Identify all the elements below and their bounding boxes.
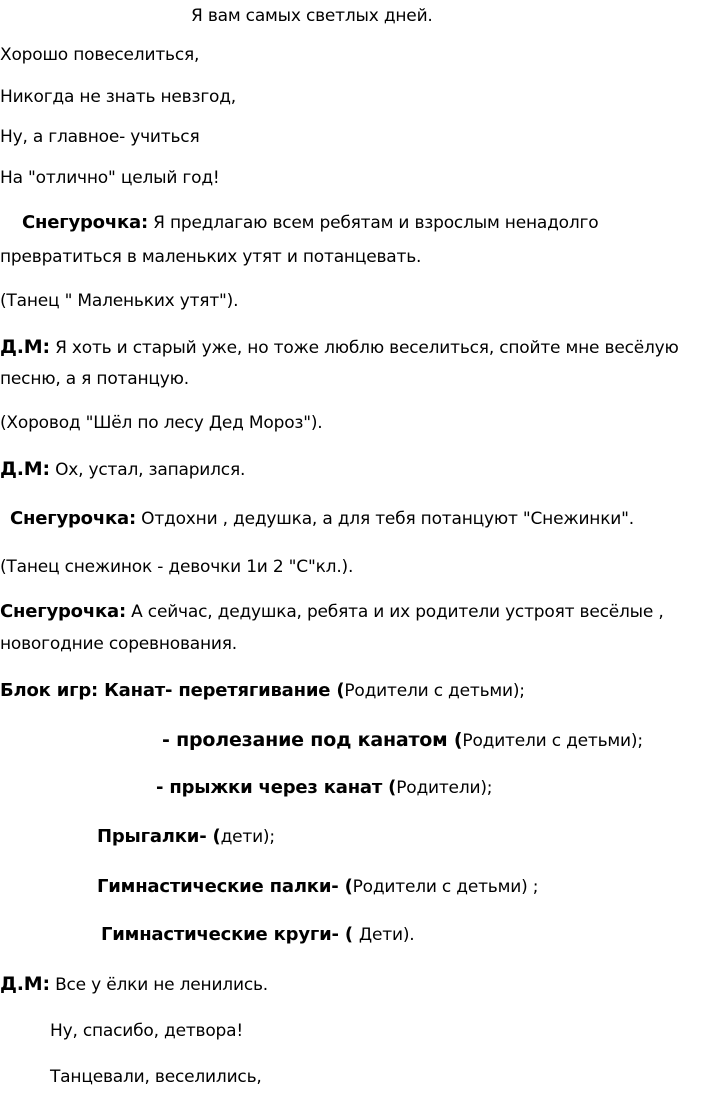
ded-moroz-line-1-continued: песню, а я потанцую. <box>0 369 189 389</box>
games-block-line-3: - прыжки через канат (Родители); <box>156 777 493 798</box>
speaker-label: Д.М: <box>0 336 50 358</box>
games-block-line-6: Гимнастические круги- ( Дети). <box>101 924 415 945</box>
snegurochka-line-2: Снегурочка: Отдохни , дедушка, а для тебя потанцуют "Снежинки". <box>10 508 634 529</box>
verse-line-thanks: Ну, спасибо, детвора! <box>50 1021 243 1041</box>
snegurochka-line-1-continued: превратиться в маленьких утят и потанцевать. <box>0 247 422 267</box>
stage-direction-snowflakes: (Танец снежинок - девочки 1и 2 "С"кл.). <box>0 557 354 577</box>
snegurochka-line-1: Снегурочка: Я предлагаю всем ребятам и взрослым ненадолго <box>22 212 599 233</box>
verse-line-5: На "отлично" целый год! <box>0 168 220 188</box>
snegurochka-line-3: Снегурочка: А сейчас, дедушка, ребята и их родители устроят весёлые , <box>0 601 664 622</box>
verse-line-4: Ну, а главное- учиться <box>0 127 200 147</box>
verse-line-1: Я вам самых светлых дней. <box>191 6 433 26</box>
verse-line-2: Хорошо повеселиться, <box>0 45 200 65</box>
speaker-label: Снегурочка: <box>10 508 136 529</box>
games-block-line-1: Блок игр: Канат- перетягивание (Родители с детьми); <box>0 680 525 701</box>
games-block-line-4: Прыгалки- (дети); <box>97 826 275 847</box>
games-block-line-2: - пролезание под канатом (Родители с детьми); <box>162 729 643 751</box>
stage-direction-dance-ducklings: (Танец " Маленьких утят"). <box>0 291 239 311</box>
verse-line-3: Никогда не знать невзгод, <box>0 87 237 107</box>
verse-line-danced: Танцевали, веселились, <box>50 1067 262 1087</box>
speaker-label: Снегурочка: <box>22 212 148 233</box>
speaker-label: Д.М: <box>0 973 50 995</box>
snegurochka-line-3-continued: новогодние соревнования. <box>0 634 238 654</box>
games-block-line-5: Гимнастические палки- (Родители с детьми) ; <box>97 876 539 897</box>
ded-moroz-line-2: Д.М: Ох, устал, запарился. <box>0 458 246 480</box>
stage-direction-khorovod: (Хоровод "Шёл по лесу Дед Мороз"). <box>0 413 323 433</box>
speaker-label: Д.М: <box>0 458 50 480</box>
speaker-label: Снегурочка: <box>0 601 126 622</box>
ded-moroz-line-3: Д.М: Все у ёлки не ленились. <box>0 973 268 995</box>
ded-moroz-line-1: Д.М: Я хоть и старый уже, но тоже люблю веселиться, спойте мне весёлую <box>0 336 679 358</box>
